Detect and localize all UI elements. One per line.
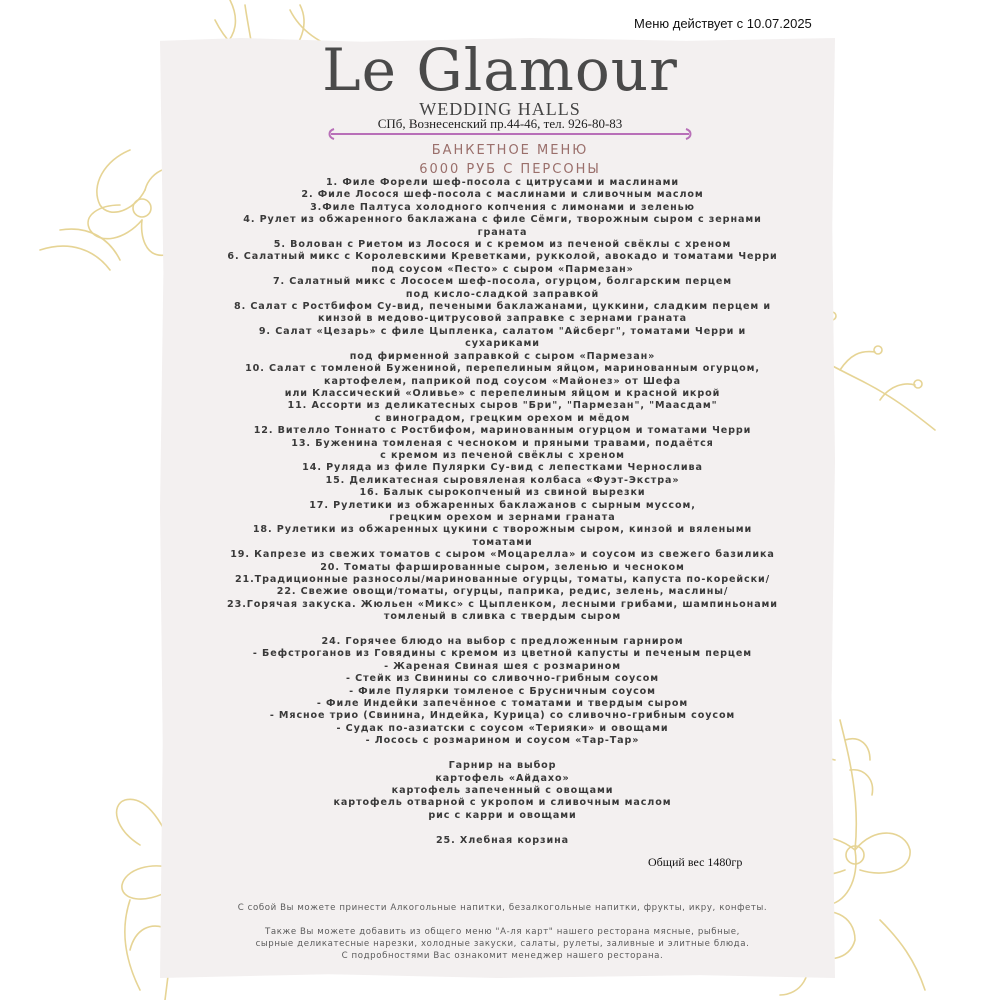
menu-item-line: Гарнир на выбор bbox=[448, 760, 557, 772]
menu-item-line: 4. Рулет из обжаренного баклажана с филе Сёмги, творожным сыром с зернами bbox=[243, 214, 762, 226]
menu-item-line: 22. Свежие овощи/томаты, огурцы, паприка, редис, зелень, маслины/ bbox=[276, 586, 729, 598]
menu-item-line: - Стейк из Свинины со сливочно-грибным соусом bbox=[346, 673, 659, 685]
menu-item-line: картофель запеченный с овощами bbox=[391, 784, 614, 796]
menu-item-line: 19. Капрезе из свежих томатов с сыром «Моцарелла» и соусом из свежего базилика bbox=[230, 549, 775, 561]
menu-item-line: 16. Балык сырокопченый из свиной вырезки bbox=[359, 487, 646, 499]
menu-item-line: 3.Филе Палтуса холодного копчения с лимонами и зеленью bbox=[310, 201, 695, 213]
price-per-person: 6000 РУБ С ПЕРСОНЫ bbox=[419, 162, 601, 177]
menu-item-line: кинзой в медово-цитрусовой заправке с зернами граната bbox=[318, 313, 687, 325]
menu-item-line: картофелем, паприкой под соусом «Майонез» от Шефа bbox=[324, 375, 681, 387]
menu-item-line: 25. Хлебная корзина bbox=[435, 834, 570, 846]
menu-item-line: 10. Салат с томленой Бужениной, перепелиным яйцом, маринованным огурцом, bbox=[245, 363, 760, 375]
menu-item-line: 13. Буженина томленая с чесноком и пряными травами, подаётся bbox=[291, 437, 714, 449]
menu-item-line: грецким орехом и зернами граната bbox=[389, 511, 616, 523]
menu-item-line: - Бефстроганов из Говядины с кремом из цветной капусты и печеным перцем bbox=[252, 648, 753, 660]
menu-item-line bbox=[200, 748, 805, 760]
menu-item-line: 2. Филе Лосося шеф-посола с маслинами и сливочным маслом bbox=[301, 189, 704, 201]
menu-item-line: 1. Филе Форели шеф-посола с цитрусами и маслинами bbox=[325, 177, 680, 188]
menu-item-line: - Жареная Свиная шея с розмарином bbox=[384, 660, 621, 672]
menu-item-line: 12. Вителло Тоннато с Ростбифом, маринованным огурцом и томатами Черри bbox=[253, 425, 752, 437]
menu-item-line: 5. Волован с Риетом из Лосося и с кремом из печеной свёклы с хреном bbox=[273, 239, 732, 251]
note-line: сырные деликатесные нарезки, холодные закуски, салаты, рулеты, заливные и элитные блюда. bbox=[255, 939, 750, 949]
menu-item-line: 20. Томаты фаршированные сыром, зеленью и чесноком bbox=[320, 561, 685, 573]
restaurant-subtitle: WEDDING HALLS bbox=[419, 99, 581, 119]
menu-item-line: 8. Салат с Ростбифом Су-вид, печеными баклажанами, цуккини, сладким перцем и bbox=[234, 301, 771, 313]
menu-item-line: 24. Горячее блюдо на выбор с предложенным гарниром bbox=[321, 636, 684, 648]
menu-item-line: - Лосось с розмарином и соусом «Тар-Тар» bbox=[365, 735, 640, 747]
menu-item-line: под фирменной заправкой с сыром «Пармезан» bbox=[349, 350, 656, 362]
menu-items-list bbox=[200, 177, 805, 847]
menu-item-line: 11. Ассорти из деликатесных сыров "Бри", "Пармезан", "Маасдам" bbox=[287, 400, 718, 412]
menu-item-line: с виноградом, грецким орехом и мёдом bbox=[374, 412, 631, 424]
menu-item-line: - Филе Пулярки томленое с Брусничным соусом bbox=[349, 685, 656, 697]
menu-item-line: или Классический «Оливье» с перепелиным яйцом и красной икрой bbox=[284, 387, 721, 399]
menu-item-line: под кисло-сладкой заправкой bbox=[405, 288, 600, 300]
menu-item-line: картофель отварной с укропом и сливочным маслом bbox=[333, 797, 672, 809]
menu-item-line: томатами bbox=[472, 536, 533, 548]
restaurant-title: Le Glamour bbox=[322, 36, 678, 104]
menu-item-line: 14. Руляда из филе Пулярки Су-вид с лепестками Чернослива bbox=[302, 462, 703, 474]
menu-item-line: граната bbox=[477, 226, 528, 238]
menu-item-line: - Филе Индейки запечённое с томатами и твердым сыром bbox=[316, 698, 689, 710]
menu-item-line: 18. Рулетики из обжаренных цукини с творожным сыром, кинзой и вялеными bbox=[252, 524, 753, 536]
note-line: С подробностями Вас ознакомит менеджер нашего ресторана. bbox=[341, 951, 664, 961]
note-line: С собой Вы можете принести Алкогольные напитки, безалкогольные напитки, фрукты, икру, конфеты. bbox=[237, 903, 768, 913]
menu-item-line: 7. Салатный микс с Лососем шеф-посола, огурцом, болгарским перцем bbox=[272, 276, 733, 288]
menu-item-line: 21.Традиционные разносолы/маринованные огурцы, томаты, капуста по-корейски/ bbox=[234, 574, 771, 585]
footer-notes bbox=[200, 902, 805, 962]
menu-item-line bbox=[200, 624, 805, 636]
menu-item-line: с кремом из печеной свёклы с хреном bbox=[380, 449, 625, 461]
menu-item-line: сухариками bbox=[465, 338, 540, 350]
menu-validity-date: Меню действует с 10.07.2025 bbox=[634, 16, 812, 31]
menu-item-line: под соусом «Песто» с сыром «Пармезан» bbox=[371, 263, 634, 275]
menu-item-line: 9. Салат «Цезарь» с филе Цыпленка, салатом "Айсберг", томатами Черри и bbox=[258, 325, 747, 337]
menu-item-line: 17. Рулетики из обжаренных баклажанов с сырным муссом, bbox=[309, 499, 696, 511]
note-line: Также Вы можете добавить из общего меню "А-ля карт" нашего ресторана мясные, рыбные, bbox=[264, 927, 740, 937]
menu-item-line bbox=[200, 822, 805, 834]
menu-item-line: томленый в сливка с твердым сыром bbox=[383, 611, 622, 623]
menu-item-line: 6. Салатный микс с Королевскими Креветками, рукколой, авокадо и томатами Черри bbox=[227, 251, 778, 263]
menu-item-line: картофель «Айдахо» bbox=[435, 772, 570, 784]
decorative-divider bbox=[325, 127, 695, 141]
menu-item-line: - Мясное трио (Свинина, Индейка, Курица) со сливочно-грибным соусом bbox=[269, 710, 736, 722]
total-weight: Общий вес 1480гр bbox=[648, 855, 743, 869]
restaurant-address: СПб, Вознесенский пр.44-46, тел. 926-80-83 bbox=[377, 116, 623, 131]
menu-item-line: - Судак по-азиатски с соусом «Терияки» и овощами bbox=[336, 722, 669, 734]
menu-item-line: рис с карри и овощами bbox=[428, 809, 577, 821]
menu-item-line: 23.Горячая закуска. Жюльен «Микс» с Цыпленком, лесными грибами, шампиньонами bbox=[227, 598, 778, 610]
banquet-menu-heading: БАНКЕТНОЕ МЕНЮ bbox=[431, 143, 589, 158]
menu-item-line: 15. Деликатесная сыровяленая колбаса «Фуэт-Экстра» bbox=[325, 474, 680, 486]
